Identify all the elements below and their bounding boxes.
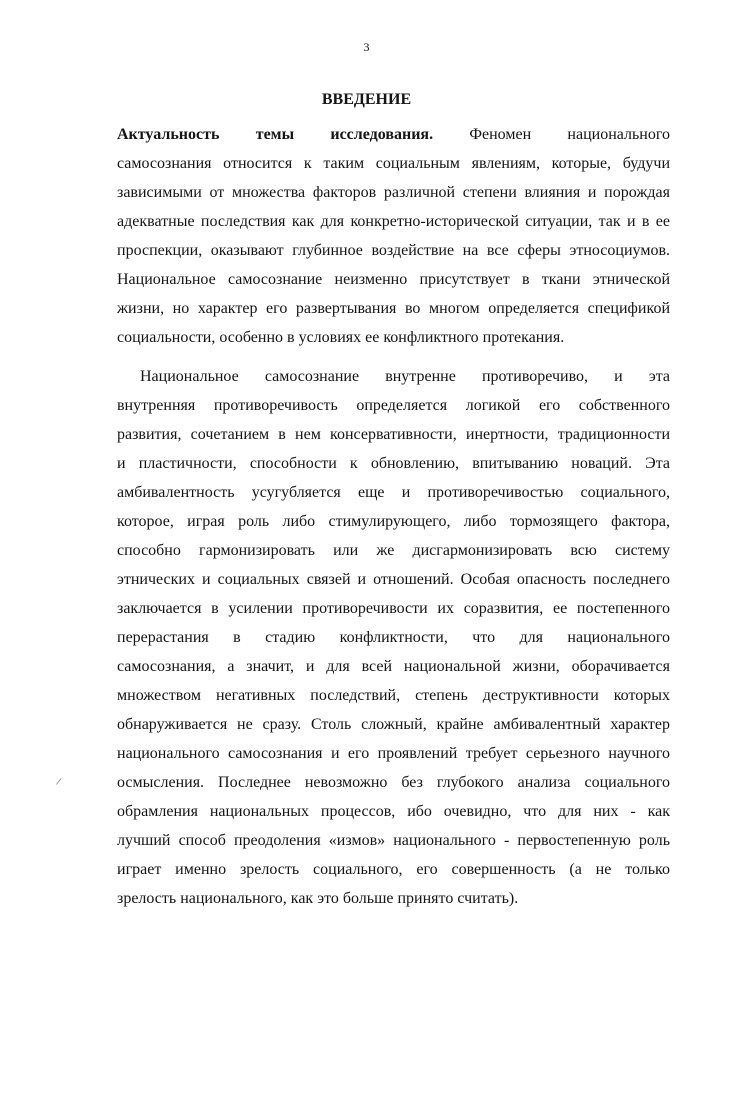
paragraph-1-line: адекватные последствия как для конкретно-исторической ситуации, так и в ее xyxy=(117,213,670,230)
lead-word: темы xyxy=(255,126,295,143)
paragraph-2-line: которое, играя роль либо стимулирующего, либо тормозящего фактора, xyxy=(117,513,670,530)
paragraph-2-line: зрелость национального, как это больше принято считать). xyxy=(117,890,519,907)
paragraph-2-line: амбивалентность усугубляется еще и противоречивостью социального, xyxy=(117,484,670,501)
paragraph-1-line: Национальное самосознание неизменно присутствует в ткани этнической xyxy=(117,271,670,288)
paragraph-2-line: играет именно зрелость социального, его совершенность (а не только xyxy=(117,861,670,878)
margin-mark: / xyxy=(55,775,63,789)
paragraph-1-line: самосознания относится к таким социальным явлениям, которые, будучи xyxy=(117,155,670,172)
paragraph-2-line: лучший способ преодоления «измов» национального - первостепенную роль xyxy=(117,832,670,849)
paragraph-2-line: осмысления. Последнее невозможно без глубокого анализа социального xyxy=(117,774,670,791)
paragraph-2-line: обрамления национальных процессов, ибо очевидно, что для них - как xyxy=(117,803,670,820)
paragraph-2-line: развития, сочетанием в нем консервативности, инертности, традиционности xyxy=(117,426,670,443)
paragraph-1-line: социальности, особенно в условиях ее конфликтного протекания. xyxy=(117,329,565,346)
paragraph-2-line: этнических и социальных связей и отношений. Особая опасность последнего xyxy=(117,571,670,588)
lead-word: исследования. xyxy=(330,126,434,143)
paragraph-2-line: обнаруживается не сразу. Столь сложный, крайне амбивалентный характер xyxy=(117,716,670,733)
paragraph-2-line: способно гармонизировать или же дисгармонизировать всю систему xyxy=(117,542,670,559)
paragraph-2-line: заключается в усилении противоречивости их соразвития, ее постепенного xyxy=(117,600,670,617)
paragraph-2-line: и пластичности, способности к обновлению, впитыванию новаций. Эта xyxy=(117,455,670,472)
page-number: 3 xyxy=(363,40,370,54)
paragraph-2-line: Национальное самосознание внутренне противоречиво, и эта xyxy=(140,368,670,385)
paragraph-2-line: внутренняя противоречивость определяется логикой его собственного xyxy=(117,397,670,414)
paragraph-2-line: перерастания в стадию конфликтности, что для национального xyxy=(117,629,670,646)
paragraph-1-line: жизни, но характер его развертывания во многом определяется спецификой xyxy=(117,300,670,317)
paragraph-2-line: самосознания, а значит, и для всей национальной жизни, оборачивается xyxy=(117,658,670,675)
paragraph-1-line: проспекции, оказывают глубинное воздействие на все сферы этносоциумов. xyxy=(117,242,670,259)
lead-word: Актуальность xyxy=(117,126,220,143)
paragraph-2-line: национального самосознания и его проявлений требует серьезного научного xyxy=(117,745,670,762)
document-heading: ВВЕДЕНИЕ xyxy=(321,91,412,108)
paragraph-2-line: множеством негативных последствий, степень деструктивности которых xyxy=(117,687,670,704)
paragraph-1-line: зависимыми от множества факторов различной степени влияния и порождая xyxy=(117,184,670,201)
paragraph-1-line-1 xyxy=(117,125,670,145)
lead-rest: Феномен национального xyxy=(469,126,671,143)
